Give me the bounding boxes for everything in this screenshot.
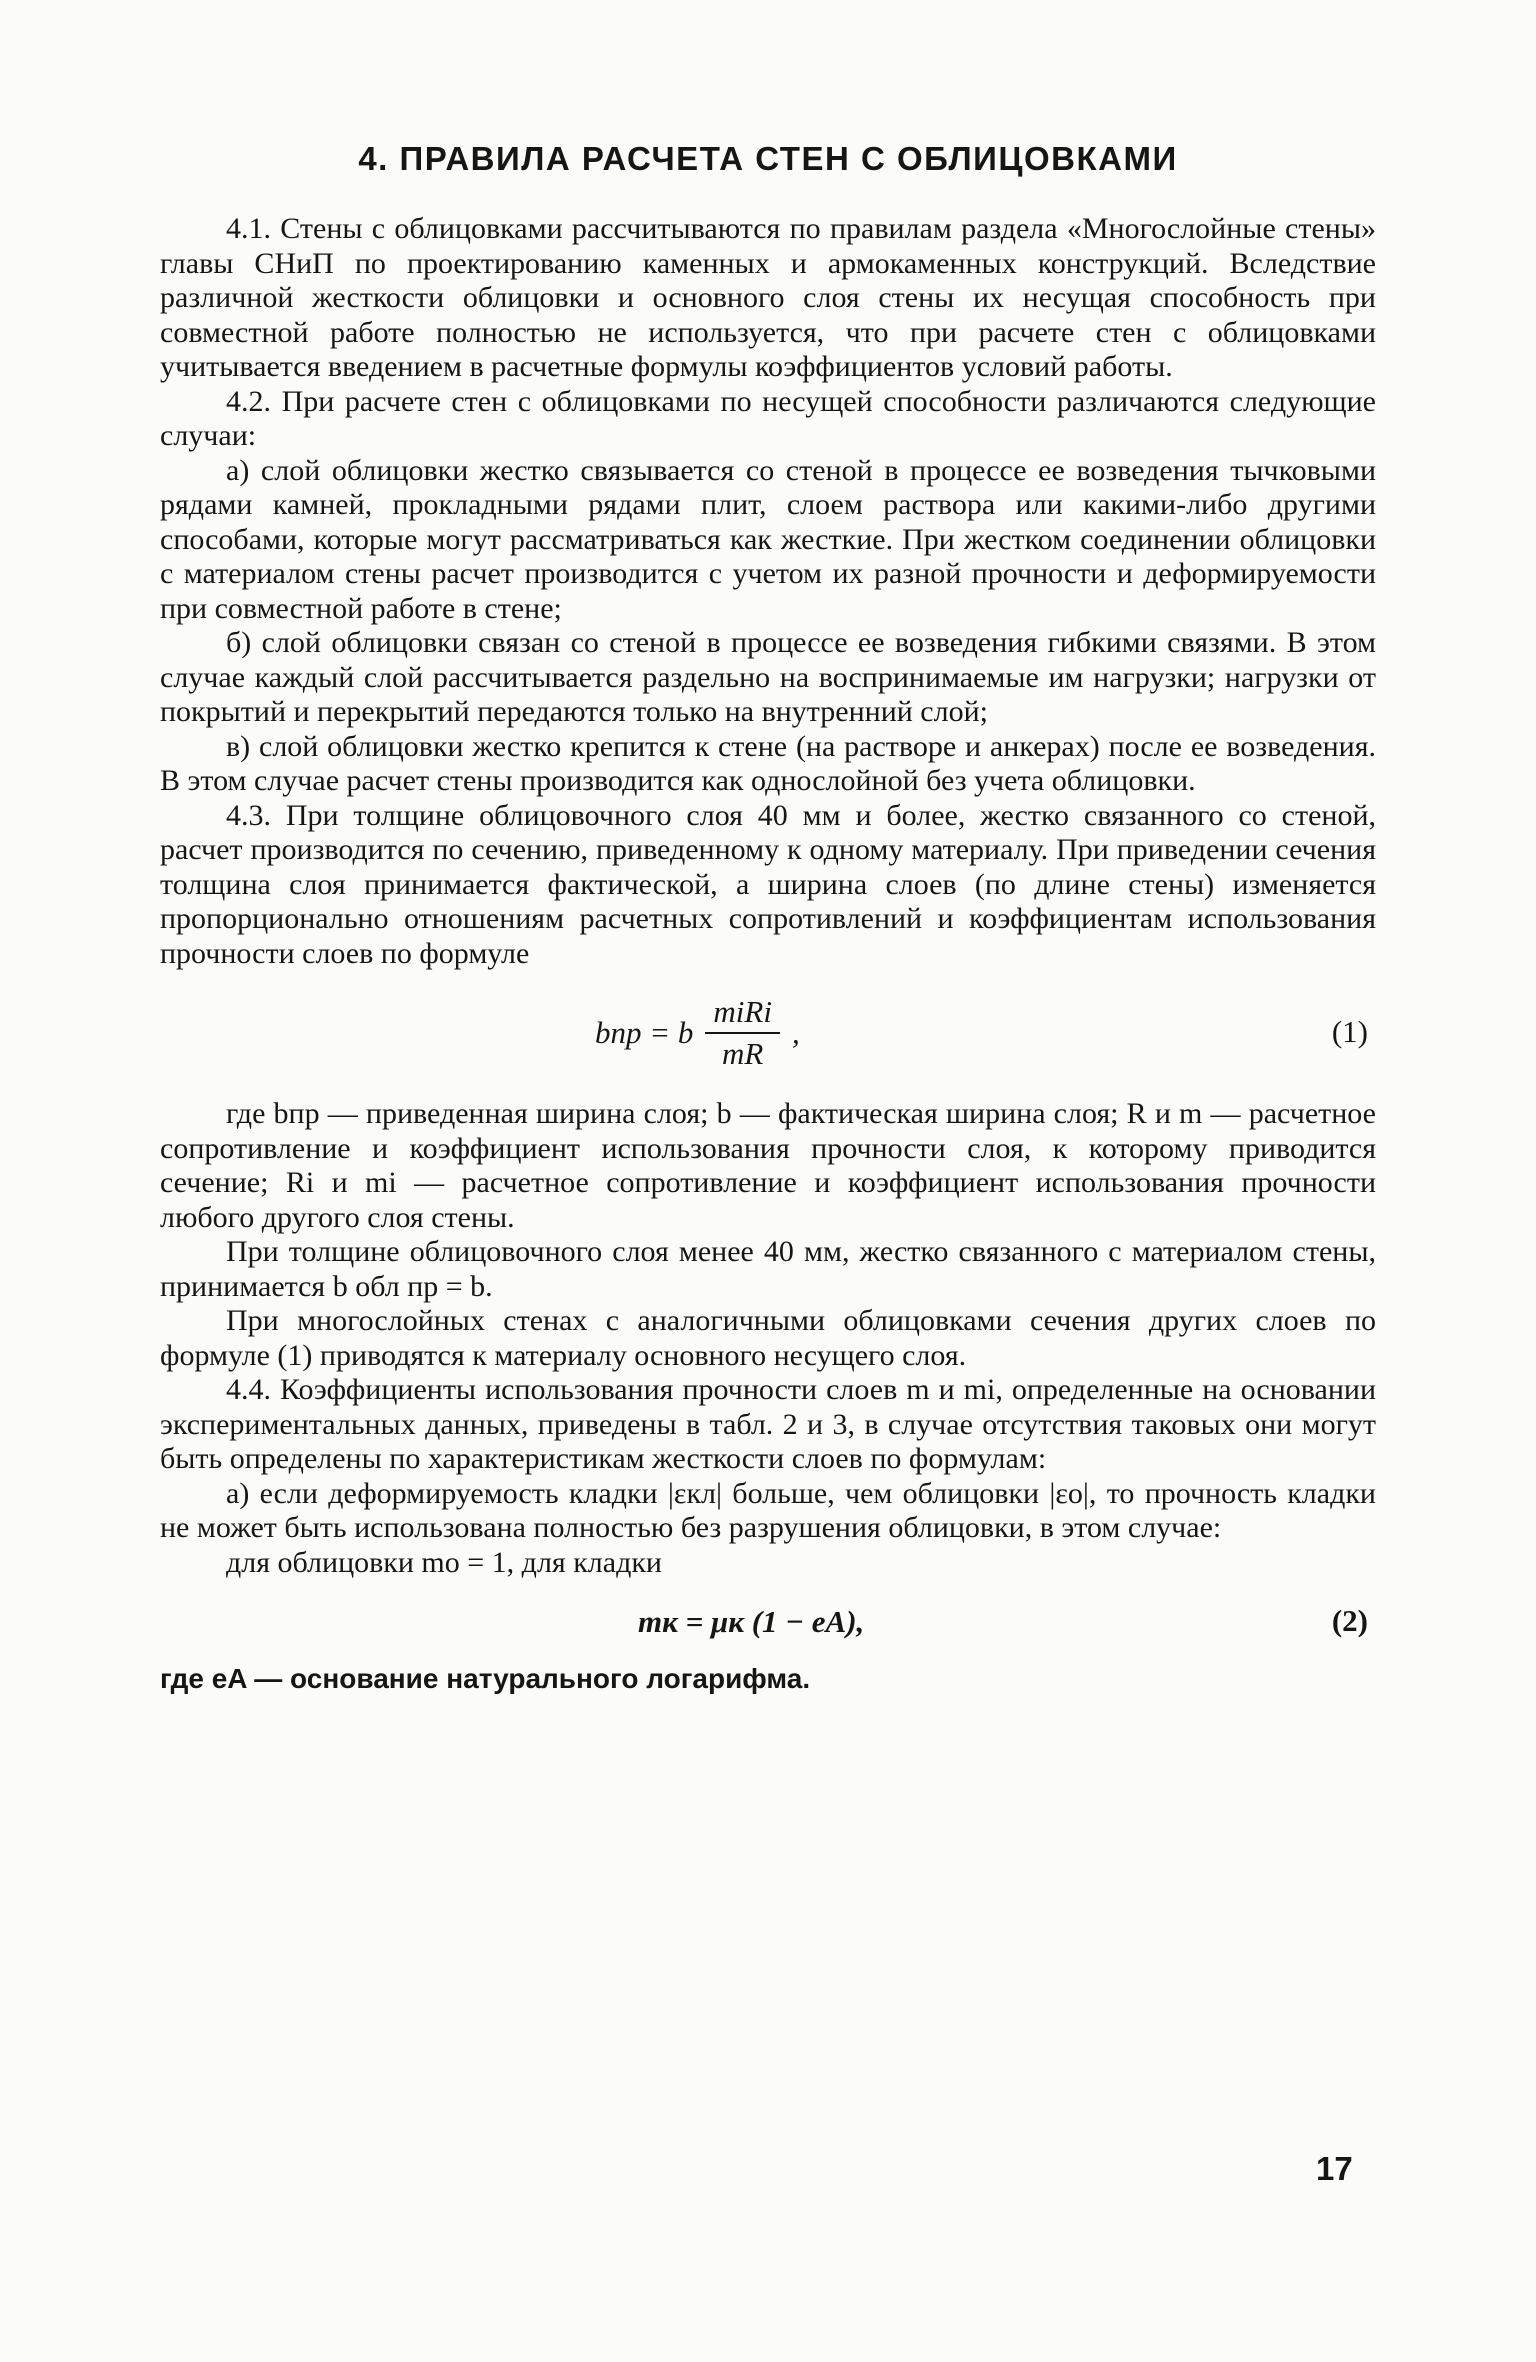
list-item-v: в) слой облицовки жестко крепится к стене (на растворе и анкерах) после ее возведения. В этом случае расчет стены производится как однослойной без учета облицовки.: [160, 729, 1376, 797]
paragraph-where-1: где bпр — приведенная ширина слоя; b — фактическая ширина слоя; R и m — расчетное сопротивление и коэффициент использования прочности слоя, к которому приводится сечение; Ri и mi — расчетное сопротивление и коэффициент использования прочности любого другого слоя стены.: [160, 1097, 1376, 1234]
paragraph-facing-masonry: для облицовки mо = 1, для кладки: [226, 1545, 662, 1579]
formula-2: [160, 1592, 1376, 1652]
list-item-a: а) слой облицовки жестко связывается со стеной в процессе ее возведения тычковыми рядами камней, прокладными рядами плит, слоем раствора или какими-либо другими способами, которые могут рассматриваться как жесткие. При жестком соединении облицовки с материалом стены расчет производится с учетом их разной прочности и деформируемости при совместной работе в стене;: [160, 453, 1376, 625]
paragraph-4-2: 4.2. При расчете стен с облицовками по несущей способности различаются следующие случаи:: [160, 384, 1376, 452]
document-body: [160, 212, 1376, 1697]
list-item-a-deformability: а) если деформируемость кладки |εкл| больше, чем облицовки |εо|, то прочность кладки не может быть использована полностью без разрушения облицовки, в этом случае:: [160, 1476, 1376, 1544]
formula-1-tail: ,: [791, 1014, 800, 1050]
section-heading: 4. ПРАВИЛА РАСЧЕТА СТЕН С ОБЛИЦОВКАМИ: [358, 140, 1178, 177]
formula-2-expression: mк = μк (1 − eA),: [638, 1603, 865, 1639]
formula-1-number: (1): [1331, 1014, 1368, 1049]
formula-1-numerator: miRi: [705, 995, 780, 1035]
formula-1-lhs: bпр = b: [595, 1014, 694, 1050]
paragraph-log-base: где eA — основание натурального логарифма.: [160, 1663, 811, 1694]
formula-1-denominator: mR: [722, 1036, 764, 1071]
formula-2-number: (2): [1331, 1603, 1368, 1638]
list-item-b: б) слой облицовки связан со стеной в процессе ее возведения гибкими связями. В этом случае каждый слой рассчитывается раздельно на воспринимаемые им нагрузки; нагрузки от покрытий и перекрытий передаются только на внутренний слой;: [160, 626, 1376, 728]
page-number: 17: [1316, 2150, 1353, 2187]
formula-1: [160, 985, 1376, 1081]
paragraph-multilayer: При многослойных стенах с аналогичными облицовками сечения других слоев по формуле (1) приводятся к материалу основного несущего слоя.: [160, 1304, 1376, 1372]
formula-1-fraction: [705, 995, 780, 1072]
paragraph-thin-facing: При толщине облицовочного слоя менее 40 мм, жестко связанного с материалом стены, принимается b обл пр = b.: [160, 1235, 1376, 1303]
paragraph-4-1: 4.1. Стены с облицовками рассчитываются по правилам раздела «Многослойные стены» главы СНиП по проектированию каменных и армокаменных конструкций. Вследствие различной жесткости облицовки и основного слоя стены их несущая способность при совместной работе полностью не используется, что при расчете стен с облицовками учитывается введением в расчетные формулы коэффициентов условий работы.: [160, 212, 1376, 383]
paragraph-4-4: 4.4. Коэффициенты использования прочности слоев m и mi, определенные на основании экспериментальных данных, приведены в табл. 2 и 3, в случае отсутствия таковых они могут быть определены по характеристикам жесткости слоев по формулам:: [160, 1373, 1376, 1475]
paragraph-4-3: 4.3. При толщине облицовочного слоя 40 мм и более, жестко связанного со стеной, расчет производится по сечению, приведенному к одному материалу. При приведении сечения толщина слоя принимается фактической, а ширина слоев (по длине стены) изменяется пропорционально отношениям расчетных сопротивлений и коэффициентам использования прочности слоев по формуле: [160, 798, 1376, 970]
